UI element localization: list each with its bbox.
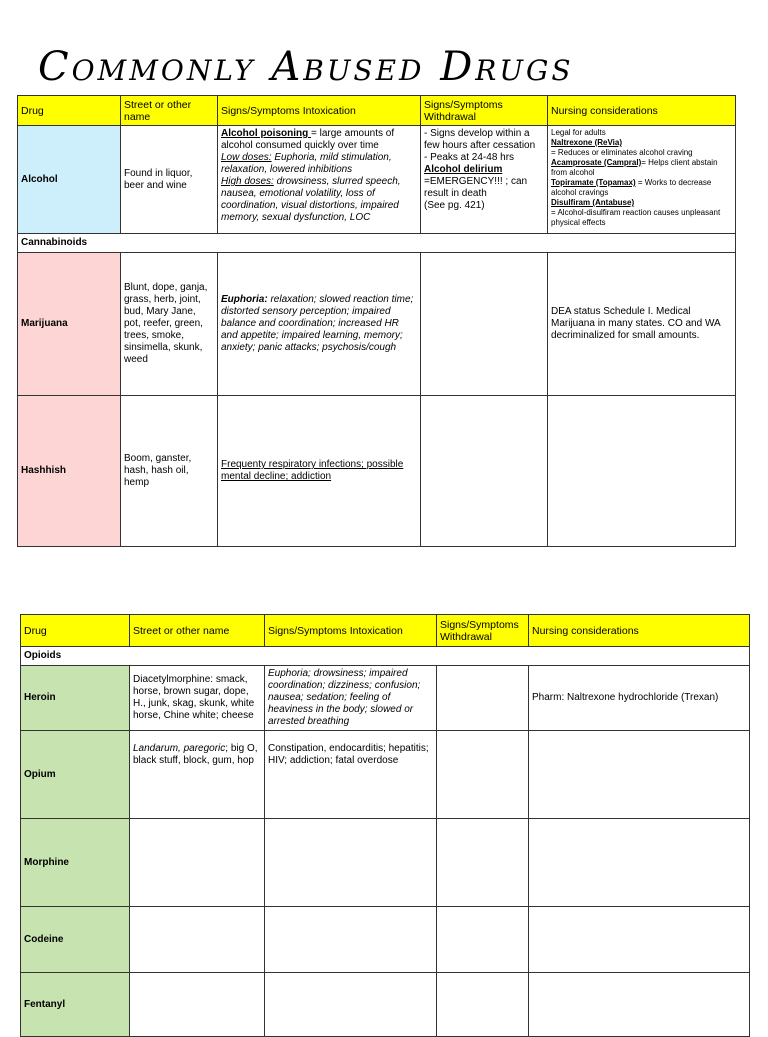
header-nursing: Nursing considerations (529, 615, 750, 647)
withdrawal-marijuana (421, 253, 548, 396)
table-row-opium (21, 731, 750, 819)
nursing-heroin: Pharm: Naltrexone hydrochloride (Trexan) (529, 666, 750, 731)
drug-name-codeine: Codeine (21, 907, 130, 973)
table-header-row (18, 96, 736, 126)
withdrawal-line: =EMERGENCY!!! ; can result in death (424, 176, 528, 199)
header-street-name: Street or other name (130, 615, 265, 647)
intoxication-morphine (265, 819, 437, 907)
header-drug: Drug (18, 96, 121, 126)
withdrawal-line: (See pg. 421) (424, 200, 485, 211)
drug-name-morphine: Morphine (21, 819, 130, 907)
naltrexone-text: = Reduces or eliminates alcohol craving (551, 148, 693, 157)
header-street-name: Street or other name (121, 96, 218, 126)
street-name-codeine (130, 907, 265, 973)
street-name-fentanyl (130, 973, 265, 1037)
header-nursing: Nursing considerations (548, 96, 736, 126)
withdrawal-opium (437, 731, 529, 819)
nursing-marijuana: DEA status Schedule I. Medical Marijuana in many states. CO and WA decriminalized for small amounts. (548, 253, 736, 396)
acamprosate-label: Acamprosate (Campral) (551, 158, 642, 167)
acamprosate-text: = Helps client abstain from alcohol (551, 158, 718, 177)
intoxication-marijuana (218, 253, 421, 396)
header-drug: Drug (21, 615, 130, 647)
page-title: Commonly Abused Drugs (38, 44, 574, 90)
intoxication-heroin: Euphoria; drowsiness; impaired coordination; dizziness; confusion; nausea; sedation; feeling of heaviness in the body; slowed or arrested breathing (265, 666, 437, 731)
withdrawal-line: - Peaks at 24-48 hrs (424, 152, 515, 163)
table-row-marijuana (18, 253, 736, 396)
table-row-alcohol (18, 126, 736, 234)
table-row-morphine (21, 819, 750, 907)
section-row-opioids (21, 647, 750, 666)
disulfiram-label: Disulfiram (Antabuse) (551, 198, 635, 207)
withdrawal-hashhish (421, 396, 548, 547)
alcohol-poisoning-text: = large amounts of alcohol consumed quickly over time (221, 128, 395, 151)
header-intoxication: Signs/Symptoms Intoxication (218, 96, 421, 126)
withdrawal-morphine (437, 819, 529, 907)
withdrawal-line: - Signs develop within a few hours after cessation (424, 128, 536, 151)
street-name-hashhish: Boom, ganster, hash, hash oil, hemp (121, 396, 218, 547)
opium-street-italic: Landarum, paregoric (133, 743, 226, 754)
drug-name-heroin: Heroin (21, 666, 130, 731)
header-withdrawal: Signs/Symptoms Withdrawal (437, 615, 529, 647)
drug-name-marijuana: Marijuana (18, 253, 121, 396)
header-withdrawal: Signs/Symptoms Withdrawal (421, 96, 548, 126)
intoxication-hashhish: Frequenty respiratory infections; possible mental decline; addiction (218, 396, 421, 547)
intoxication-opium: Constipation, endocarditis; hepatitis; HIV; addiction; fatal overdose (265, 731, 437, 819)
street-name-alcohol: Found in liquor, beer and wine (121, 126, 218, 234)
table-row-hashhish (18, 396, 736, 547)
intoxication-fentanyl (265, 973, 437, 1037)
high-doses-text: drowsiness, slurred speech, nausea, emotional volatility, loss of coordination, visual distortions, impaired memory, sexual dysfunction, LOC (221, 176, 401, 223)
intoxication-alcohol (218, 126, 421, 234)
drug-table-1 (17, 95, 736, 547)
euphoria-text: relaxation; slowed reaction time; distorted sensory perception; impaired balance and coordination; increased HR and appetite; impaired learning, memory; anxiety; panic attacks; psychosis/cough (221, 294, 414, 353)
alcohol-poisoning-label: Alcohol poisoning (221, 128, 311, 139)
alcohol-delirium-label: Alcohol delirium (424, 164, 503, 175)
nursing-codeine (529, 907, 750, 973)
nursing-legal: Legal for adults (551, 128, 606, 137)
nursing-fentanyl (529, 973, 750, 1037)
section-label-opioids: Opioids (21, 647, 750, 666)
drug-name-opium: Opium (21, 731, 130, 819)
section-row-cannabinoids (18, 234, 736, 253)
street-name-opium (130, 731, 265, 819)
naltrexone-label: Naltrexone (ReVia) (551, 138, 622, 147)
drug-table-2 (20, 614, 750, 1037)
euphoria-label: Euphoria: (221, 294, 268, 305)
table-row-heroin (21, 666, 750, 731)
street-name-heroin: Diacetylmorphine: smack, horse, brown sugar, dope, H., junk, skag, skunk, white horse, Chine white; cheese (130, 666, 265, 731)
drug-name-alcohol: Alcohol (18, 126, 121, 234)
opium-street-rest: ; big O, black stuff, block, gum, hop (133, 743, 258, 766)
topiramate-text: = Works to decrease alcohol cravings (551, 178, 712, 197)
withdrawal-codeine (437, 907, 529, 973)
disulfiram-text: = Alcohol-disulfiram reaction causes unpleasant physical effects (551, 208, 721, 227)
withdrawal-alcohol (421, 126, 548, 234)
section-label-cannabinoids: Cannabinoids (18, 234, 736, 253)
low-doses-label: Low doses: (221, 152, 272, 163)
nursing-hashhish (548, 396, 736, 547)
street-name-morphine (130, 819, 265, 907)
high-doses-label: High doses: (221, 176, 274, 187)
topiramate-label: Topiramate (Topamax) (551, 178, 636, 187)
table-header-row (21, 615, 750, 647)
nursing-morphine (529, 819, 750, 907)
header-intoxication: Signs/Symptoms Intoxication (265, 615, 437, 647)
low-doses-text: Euphoria, mild stimulation, relaxation, lowered inhibitions (221, 152, 392, 175)
drug-name-fentanyl: Fentanyl (21, 973, 130, 1037)
nursing-opium (529, 731, 750, 819)
nursing-alcohol (548, 126, 736, 234)
table-row-fentanyl (21, 973, 750, 1037)
withdrawal-heroin (437, 666, 529, 731)
intoxication-codeine (265, 907, 437, 973)
table-row-codeine (21, 907, 750, 973)
street-name-marijuana: Blunt, dope, ganja, grass, herb, joint, bud, Mary Jane, pot, reefer, green, trees, smoke, sinsimella, skunk, weed (121, 253, 218, 396)
withdrawal-fentanyl (437, 973, 529, 1037)
drug-name-hashhish: Hashhish (18, 396, 121, 547)
